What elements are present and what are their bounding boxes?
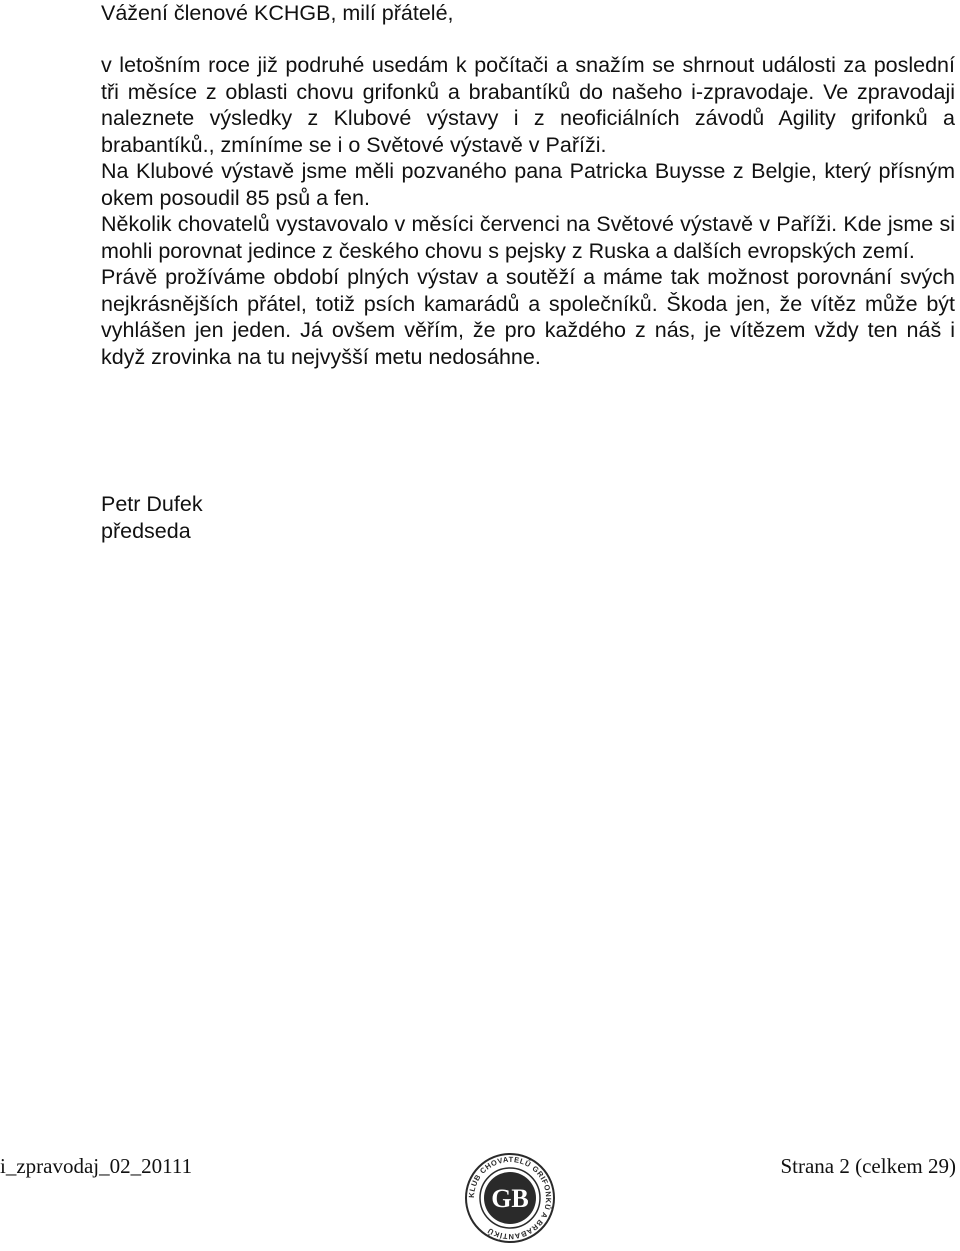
letter-paragraph: v letošním roce již podruhé usedám k počítači a snažím se shrnout události za poslední tři měsíce z oblasti chovu grifonků a brabantíků do našeho i-zpravodaje. Ve zpravodaji naleznete výsledky z Klubové výstavy i z neoficiálních závodů Agility grifonků a brabantíků., zmíníme se i o Světové výstavě v Paříži. bbox=[101, 53, 955, 157]
footer-page-number: Strana 2 (celkem 29) bbox=[780, 1154, 956, 1178]
signature-block bbox=[101, 491, 203, 544]
club-logo bbox=[462, 1150, 558, 1242]
logo-monogram: GB bbox=[491, 1184, 529, 1213]
letter-paragraph: Na Klubové výstavě jsme měli pozvaného pana Patricka Buysse z Belgie, který přísným okem posoudil 85 psů a fen. bbox=[101, 159, 955, 210]
signature-title: předseda bbox=[101, 518, 191, 543]
logo-ring-text: KLUB CHOVATELŮ GRIFONKŮ A BRABANTÍKŮ bbox=[466, 1154, 554, 1242]
letter-greeting: Vážení členové KCHGB, milí přátelé, bbox=[101, 1, 454, 25]
letter-paragraph: Několik chovatelů vystavovalo v měsíci červenci na Světové výstavě v Paříži. Kde jsme si mohli porovnat jedince z českého chovu s pejsky z Ruska a dalších evropských zemí. bbox=[101, 212, 955, 263]
letter-body bbox=[101, 52, 955, 370]
signature-name: Petr Dufek bbox=[101, 492, 203, 516]
letter-paragraph: Právě prožíváme období plných výstav a soutěží a máme tak možnost porovnání svých nejkrásnějších přátel, totiž psích kamarádů a společníků. Škoda jen, že vítěz může být vyhlášen jen jeden. Já ovšem věřím, že pro každého z nás, je vítězem vždy ten náš i když zrovinka na tu nejvyšší metu nedosáhne. bbox=[101, 265, 955, 369]
footer-document-id: i_zpravodaj_02_20111 bbox=[0, 1154, 193, 1178]
club-logo-emblem-icon bbox=[462, 1150, 558, 1246]
